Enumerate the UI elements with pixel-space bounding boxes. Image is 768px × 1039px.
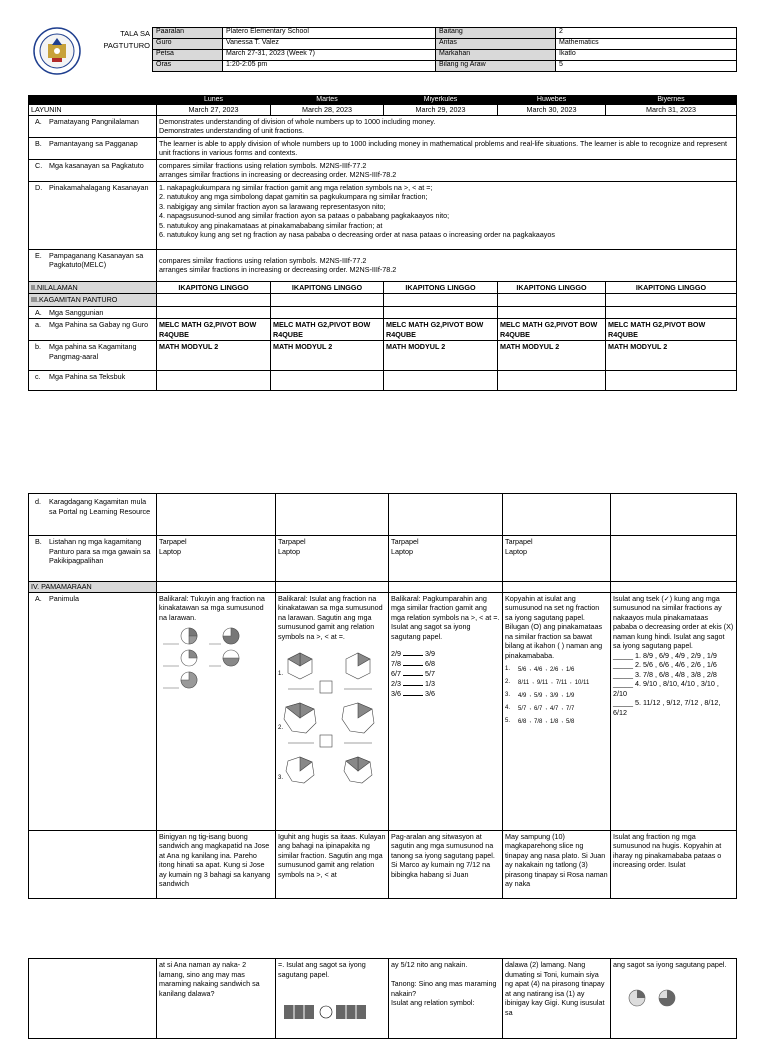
ordering-item: _____ 4. 9/10 , 8/10, 4/10 , 3/10 , 2/10	[613, 679, 719, 698]
gabay-value: MELC MATH G2,PIVOT BOW R4QUBE	[606, 319, 737, 341]
teacher-value: Vanessa T. Valez	[223, 39, 436, 50]
week-label: IKAPITONG LINGGO	[498, 281, 606, 294]
subject-value: Mathematics	[556, 39, 737, 50]
section-c-text: compares similar fractions using relation symbols. M2NS-IIIf-77.2 arranges similar fractions in increasing or decreasing order. M2NS-IIIf-78.2	[157, 159, 737, 181]
materials-list: Tarpapel Laptop	[157, 536, 276, 582]
continuation-thursday: dalawa (2) lamang. Nang dumating si Toni, kumain siya ng apat (4) na pirasong tinapay at ang natirang isa (1) ay ibinigay kay Gigi. Kung isusulat sa	[503, 959, 611, 1039]
ordering-item: _____ 1. 8/9 , 6/9 , 4/9 , 2/9 , 1/9	[613, 650, 717, 660]
motivation-thursday: May sampung (10) magkaparehong slice ng tinapay ang nasa plato. Si Juan ay nakakain ng tatlong (3) pirasong tinapay si Rosa naman ay naka	[503, 830, 611, 898]
instruction-text: Isulat ang tsek (✓) kung ang mga sumusunod na similar fractions ay nakaayos mula pinakamataas pababa o decreasing order at ekis (X) naman kung hindi. Isulat ang sagot sa iyong sagutang papel.	[613, 593, 734, 650]
section-c-label: C. Mga kasanayan sa Pagkatuto	[29, 159, 157, 181]
time-label: Oras	[153, 61, 223, 72]
comma-separator: ,	[529, 666, 532, 672]
school-value: Platero Elementary School	[223, 28, 436, 39]
section-b-label: B. Pamantayang sa Pagganap	[29, 137, 157, 159]
section-b-text: The learner is able to apply division of whole numbers up to 1000 including money in mathematical problems and real-life situations. The learner is able to recognize and represent unit fractions in various forms and contexts.	[157, 137, 737, 159]
fraction: 1/6	[566, 666, 575, 673]
date-label: Petsa	[153, 50, 223, 61]
fraction: 4/9	[518, 692, 527, 699]
modyul-value: MATH MODYUL 2	[271, 341, 384, 371]
fraction: 5/8	[566, 718, 575, 725]
day-name: Biyernes	[606, 96, 737, 105]
gabay-value: MELC MATH G2,PIVOT BOW R4QUBE	[384, 319, 498, 341]
section-e-label: E. Pampaganang Kasanayan sa Pagkatuto(MELC)	[29, 249, 157, 281]
fraction-set-row	[505, 718, 608, 726]
teksbuk-label: c. Mga Pahina sa Teksbuk	[29, 371, 157, 391]
pie-figure	[613, 980, 713, 1010]
fraction: 1/8	[550, 718, 559, 725]
header-title: TALA SA PAGTUTURO	[103, 29, 150, 50]
materials-list: Tarpapel Laptop	[503, 536, 611, 582]
day-name: Miyerkules	[384, 96, 498, 105]
fraction: 9/11	[536, 679, 549, 686]
competency-line: 3. nabigigay ang similar fraction ayon sa larawang representasyon nito;	[159, 201, 386, 211]
fraction: 6/8	[518, 718, 527, 725]
fraction: 1/9	[566, 692, 575, 699]
fraction-set-row	[505, 666, 608, 674]
fraction-set-row	[505, 705, 608, 713]
panimula-friday	[611, 592, 737, 830]
date-value: March 27-31, 2023 (Week 7)	[223, 50, 436, 61]
day-name: Martes	[271, 96, 384, 105]
subject-label: Antas	[436, 39, 556, 50]
ordering-item: _____ 5. 11/12 , 9/12, 7/12 , 8/12, 6/12	[613, 698, 721, 717]
nilalaman-label: II.NILALAMAN	[29, 281, 157, 294]
svg-text:2.: 2.	[278, 725, 284, 731]
grade-label: Baitang	[436, 28, 556, 39]
comma-separator: ,	[561, 717, 564, 724]
panimula-tuesday	[276, 592, 389, 830]
fraction: 7/8	[534, 718, 543, 725]
fraction: 5/6	[518, 666, 527, 673]
ordering-item: _____ 2. 5/6 , 6/6 , 4/6 , 2/6 , 1/6	[613, 660, 717, 669]
pamamaraan-label: IV. PAMAMARAAN	[29, 582, 157, 593]
fraction: 10/11	[574, 679, 590, 686]
section-e-text: compares similar fractions using relation symbols. M2NS-IIIf-77.2 arranges similar fractions in increasing or decreasing order. M2NS-IIIf-78.2	[157, 249, 737, 281]
deped-seal	[33, 27, 81, 75]
fraction-sets	[505, 666, 608, 726]
materials-list: Tarpapel Laptop	[276, 536, 389, 582]
comma-separator: ,	[561, 666, 564, 672]
svg-text:3.: 3.	[278, 775, 284, 781]
modyul-value: MATH MODYUL 2	[498, 341, 606, 371]
motivation-friday: Isulat ang fraction ng mga sumusunod na hugis. Kopyahin at iharay ng pinakamababa pataas o increasing order. Isulat	[611, 830, 737, 898]
motivation-tuesday: Iguhit ang hugis sa itaas. Kulayan ang bahagi na ipinapakita ng similar fraction. Sagutin ang mga sumusunod gamit ang relation symbols na >, < at	[276, 830, 389, 898]
week-label: IKAPITONG LINGGO	[271, 281, 384, 294]
listahan-label: B. Listahan ng mga kagamitang Panturo para sa mga gawain sa Pakikipagpalihan	[29, 536, 157, 582]
week-label: IKAPITONG LINGGO	[384, 281, 498, 294]
continuation-friday: ang sagot sa iyong sagutang papel.	[611, 959, 737, 1039]
fraction: 7/7	[566, 705, 575, 712]
fraction: 7/11	[555, 679, 568, 686]
days-value: 5	[556, 61, 737, 72]
instruction-text: Balikaral: Pagkumparahin ang mga similar fraction gamit ang mga relation symbols na >, < at =. Isulat ang sagot sa iyong sagutang papel.	[391, 593, 500, 641]
modyul-value: MATH MODYUL 2	[157, 341, 271, 371]
fraction-set-row	[505, 679, 608, 687]
instruction-text: Kopyahin at isulat ang sumusunod na set ng fraction sa iyong sagutang papel. Bilugan (O) ang pinakamataas na similar fraction sa bawat bilang at ikahon ( ) naman ang pinakamababa.	[505, 593, 603, 660]
quarter-label: Markahan	[436, 50, 556, 61]
sanggunian-label: A. Mga Sanggunian	[29, 306, 157, 319]
fraction: 5/7	[518, 705, 527, 712]
fraction: 5/9	[534, 692, 543, 699]
continuation-tuesday: =. Isulat ang sagot sa iyong sagutang papel.	[276, 959, 389, 1039]
quarter-value: Ikatlo	[556, 50, 737, 61]
gabay-value: MELC MATH G2,PIVOT BOW R4QUBE	[271, 319, 384, 341]
comma-separator: ,	[545, 717, 548, 724]
section-d-label: D. Pinakamahalagang Kasanayan	[29, 181, 157, 249]
week-label: IKAPITONG LINGGO	[606, 281, 737, 294]
competency-line: 6. natutukoy kung ang set ng fraction ay nasa pababa o decreasing order at nasa pataas o increasing order na pagkakaayos	[159, 230, 555, 240]
days-label: Bilang ng Araw	[436, 61, 556, 72]
item-number: 3.	[505, 691, 511, 698]
section-a-text: Demonstrates understanding of division of whole numbers up to 1000 including money. Demonstrates understanding of unit fractions.	[157, 115, 737, 137]
competency-line: 5. natutukoy ang pinakamataas at pinakamababang similar fraction; at	[159, 220, 383, 230]
fraction: 4/6	[534, 666, 543, 673]
motivation-wednesday: Pag-aralan ang sitwasyon at sagutin ang mga sumusunod na tanong sa iyong sagutang papel. Si Marco ay kumain ng 7/12 na bibingka habang si Juan	[389, 830, 503, 898]
fraction-set-row	[505, 692, 608, 700]
day-date: March 28, 2023	[271, 105, 384, 116]
panimula-thursday	[503, 592, 611, 830]
competency-line: 1. nakapagkukumpara ng similar fraction gamit ang mga relation symbols na >, < at =;	[159, 182, 433, 192]
lesson-plan-table-1	[28, 95, 737, 391]
kagamitan-label: III.KAGAMITAN PANTURO	[29, 294, 157, 307]
teacher-label: Guro	[153, 39, 223, 50]
continuation-wednesday: ay 5/12 nito ang nakain. Tanong: Sino ang mas maraming nakain? Isulat ang relation symbol:	[389, 959, 503, 1039]
day-date: March 29, 2023	[384, 105, 498, 116]
comma-separator: ,	[545, 704, 548, 711]
instruction-text: Balikaral: Tukuyin ang fraction na kinakatawan sa mga sumusunod na larawan.	[159, 593, 265, 622]
item-number: 2.	[505, 678, 511, 685]
section-d-text	[157, 181, 737, 249]
comma-separator: ,	[561, 691, 564, 698]
section-a-label: A. Pamatayang Pangnilalaman	[29, 115, 157, 137]
fraction-pies-figure	[159, 626, 269, 706]
modyul-value: MATH MODYUL 2	[384, 341, 498, 371]
continuation-monday: at si Ana naman ay naka- 2 lamang, sino ang may mas maraming nakaing sandwich sa kanilang dalawa?	[157, 959, 276, 1039]
fraction: 3/9	[550, 692, 559, 699]
panimula-label: A. Panimula	[29, 592, 157, 830]
day-date: March 30, 2023	[498, 105, 606, 116]
materials-list: Tarpapel Laptop	[389, 536, 503, 582]
ordering-item: _____ 3. 7/8 , 6/8 , 4/8 , 3/8 , 2/8	[613, 669, 717, 679]
motivation-monday: Binigyan ng tig-isang buong sandwich ang magkapatid na Jose at Ana ng kanilang ina. Pareho itong hinati sa apat. Kung si Jose ay kumain ng 3 bahagi sa kanyang sandwich	[157, 830, 276, 898]
item-number: 5.	[505, 717, 511, 724]
lesson-plan-table-2	[28, 493, 737, 899]
day-date: March 31, 2023	[606, 105, 737, 116]
item-number: 1.	[505, 666, 511, 672]
fraction: 2/6	[550, 666, 559, 673]
panimula-monday	[157, 592, 276, 830]
svg-text:1.: 1.	[278, 671, 284, 677]
comma-separator: ,	[545, 666, 548, 672]
comparison-list: 2/9 3/9 7/8 6/8 6/7 5/7 2/3 1/3 3/6 3/6	[391, 649, 435, 699]
header-table	[152, 27, 737, 72]
day-name: Lunes	[157, 96, 271, 105]
modyul-value: MATH MODYUL 2	[606, 341, 737, 371]
day-date: March 27, 2023	[157, 105, 271, 116]
item-number: 4.	[505, 704, 511, 711]
comma-separator: ,	[532, 678, 534, 685]
day-name: Huwebes	[498, 96, 606, 105]
gabay-label: a. Mga Pahina sa Gabay ng Guro	[29, 319, 157, 341]
gabay-value: MELC MATH G2,PIVOT BOW R4QUBE	[498, 319, 606, 341]
fraction-shapes-figure	[278, 645, 386, 795]
comma-separator: ,	[551, 678, 553, 685]
kagamitang-label: b. Mga pahina sa Kagamitang Pangmag-aaral	[29, 341, 157, 371]
instruction-text: Balikaral: Isulat ang fraction na kinakatawan sa mga sumusunod na larawan. Sagutin ang mga sumusunod gamit ang relation symbols na >, < at =.	[278, 593, 383, 641]
layunin-label: LAYUNIN	[29, 105, 157, 116]
karagdagan-label: d. Karagdagang Kagamitan mula sa Portal ng Learning Resource	[29, 494, 157, 536]
fraction: 4/7	[550, 705, 559, 712]
competency-line: 2. natutukoy ang mga simbolong dapat gamitin sa pagkukumpara ng similar fraction;	[159, 192, 428, 202]
comma-separator: ,	[570, 678, 572, 685]
time-value: 1:20-2:05 pm	[223, 61, 436, 72]
grade-value: 2	[556, 28, 737, 39]
week-label: IKAPITONG LINGGO	[157, 281, 271, 294]
gabay-value: MELC MATH G2,PIVOT BOW R4QUBE	[157, 319, 271, 341]
comma-separator: ,	[529, 717, 532, 724]
comma-separator: ,	[545, 691, 548, 698]
lesson-plan-table-3	[28, 958, 737, 1039]
competency-line: 4. napagsusunod-sunod ang similar fraction ayon sa pataas o pababang pagkakaayos nito;	[159, 211, 450, 221]
comma-separator: ,	[529, 704, 532, 711]
panimula-wednesday	[389, 592, 503, 830]
comma-separator: ,	[561, 704, 564, 711]
fraction: 8/11	[518, 679, 530, 686]
school-label: Paaralan	[153, 28, 223, 39]
shapes-figure	[278, 997, 378, 1027]
fraction: 6/7	[534, 705, 543, 712]
comma-separator: ,	[529, 691, 532, 698]
